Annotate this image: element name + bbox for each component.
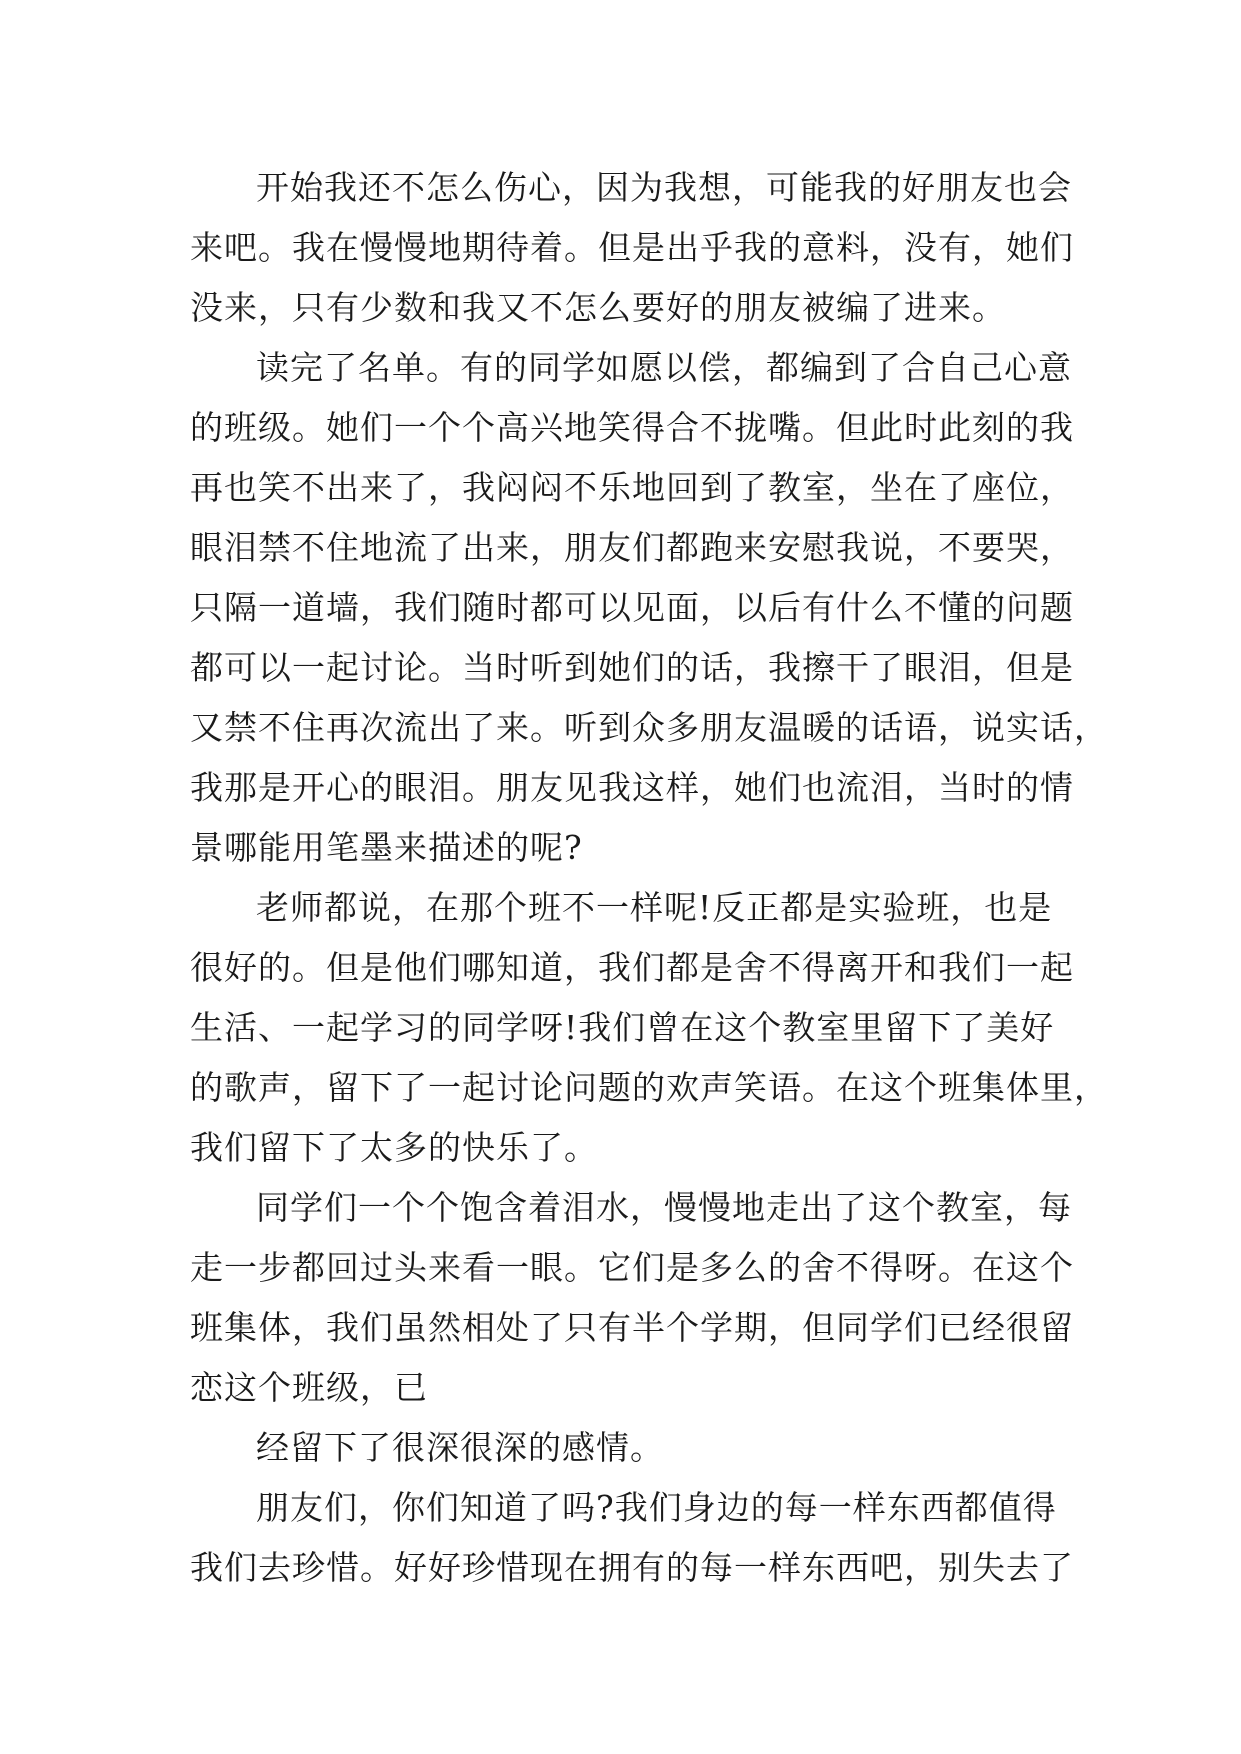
text-line: 眼泪禁不住地流了出来，朋友们都跑来安慰我说，不要哭， [190,528,1074,567]
text-line: 我们留下了太多的快乐了。 [190,1128,598,1167]
text-line: 的班级。她们一个个高兴地笑得合不拢嘴。但此时此刻的我 [190,408,1074,447]
text-line: 走一步都回过头来看一眼。它们是多么的舍不得呀。在这个 [190,1248,1074,1287]
text-line: 很好的。但是他们哪知道，我们都是舍不得离开和我们一起 [190,948,1074,987]
text-line: 恋这个班级，已 [190,1368,428,1407]
text-line: 的歌声，留下了一起讨论问题的欢声笑语。在这个班集体里， [190,1068,1108,1107]
text-line: 都可以一起讨论。当时听到她们的话，我擦干了眼泪，但是 [190,648,1074,687]
text-line: 来吧。我在慢慢地期待着。但是出乎我的意料，没有，她们 [190,228,1074,267]
text-line: 再也笑不出来了，我闷闷不乐地回到了教室，坐在了座位， [190,468,1074,507]
text-line: 朋友们，你们知道了吗?我们身边的每一样东西都值得 [256,1488,1057,1527]
text-line: 班集体，我们虽然相处了只有半个学期，但同学们已经很留 [190,1308,1074,1347]
text-line: 没来，只有少数和我又不怎么要好的朋友被编了进来。 [190,288,1006,327]
text-line: 老师都说，在那个班不一样呢!反正都是实验班，也是 [256,888,1053,927]
text-line: 经留下了很深很深的感情。 [256,1428,664,1467]
text-line: 生活、一起学习的同学呀!我们曾在这个教室里留下了美好 [190,1008,1055,1047]
text-line: 我们去珍惜。好好珍惜现在拥有的每一样东西吧，别失去了 [190,1548,1074,1587]
text-line: 同学们一个个饱含着泪水，慢慢地走出了这个教室，每 [256,1188,1072,1227]
text-line: 只隔一道墙，我们随时都可以见面，以后有什么不懂的问题 [190,588,1074,627]
text-line: 开始我还不怎么伤心，因为我想，可能我的好朋友也会 [256,168,1072,207]
document-body [190,158,1108,1598]
text-line: 我那是开心的眼泪。朋友见我这样，她们也流泪，当时的情 [190,768,1074,807]
text-line: 景哪能用笔墨来描述的呢? [190,828,583,867]
text-line: 读完了名单。有的同学如愿以偿，都编到了合自己心意 [256,348,1072,387]
text-line: 又禁不住再次流出了来。听到众多朋友温暖的话语，说实话， [190,708,1108,747]
